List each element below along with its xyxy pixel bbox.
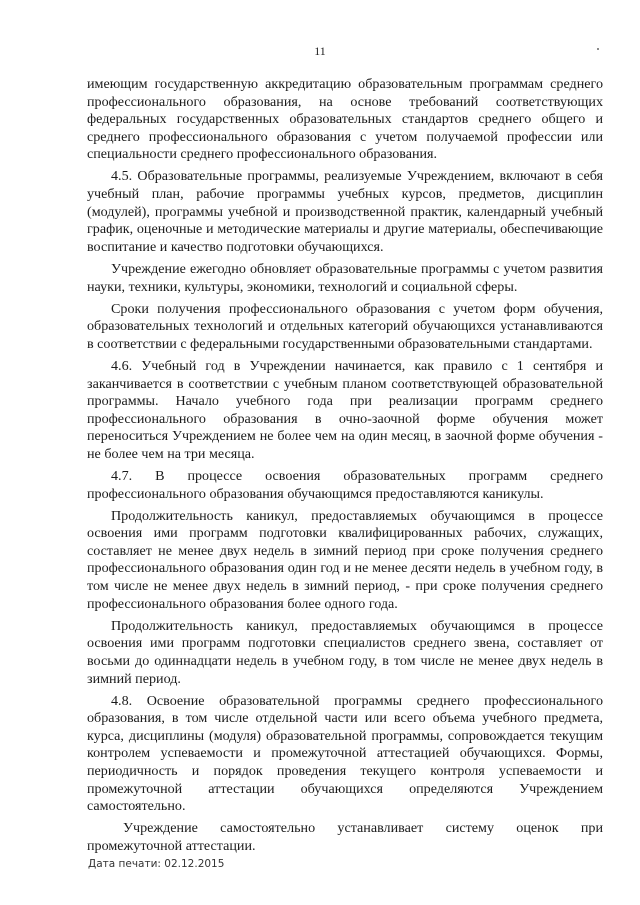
document-body [87, 76, 603, 860]
paragraph-4-5: 4.5. Образовательные программы, реализуемые Учреждением, включают в себя учебный план, рабочие программы учебных курсов, предметов, дисциплин (модулей), программы учебной и производственной практик, календарный учебный график, оценочные и методические материалы и другие материалы, обеспечивающие воспитание и качество подготовки обучающихся. [87, 168, 603, 255]
paragraph-grading-system: Учреждение самостоятельно устанавливает систему оценок при промежуточной аттестации. [87, 820, 603, 854]
paragraph-holidays-specialists: Продолжительность каникул, предоставляемых обучающимся в процессе освоения ими программ подготовки специалистов среднего звена, составляет от восьми до одиннадцати недель в учебном году, в том числе не менее двух недель в зимний период. [87, 617, 603, 687]
paragraph-4-8: 4.8. Освоение образовательной программы среднего профессионального образования, в том числе отдельной части или всего объема учебного предмета, курса, дисциплины (модуля) образовательной программы, сопровождается текущим контролем успеваемости и промежуточной аттестацией обучающихся. Формы, периодичность и порядок проведения текущего контроля успеваемости и промежуточной аттестации обучающихся определяются Учреждением самостоятельно. [87, 692, 603, 815]
paragraph-annual-update: Учреждение ежегодно обновляет образовательные программы с учетом развития науки, техники, культуры, экономики, технологий и социальной сферы. [87, 260, 603, 295]
paragraph-4-7: 4.7. В процессе освоения образовательных программ среднего профессионального образования обучающимся предоставляются каникулы. [87, 467, 603, 502]
paragraph-study-terms: Сроки получения профессионального образования с учетом форм обучения, образовательных технологий и отдельных категорий обучающихся устанавливаются в соответствии с федеральными государственными образовательными стандартами. [87, 300, 603, 352]
page-number: 11 [314, 44, 326, 58]
scan-dot [597, 48, 599, 50]
print-date: Дата печати: 02.12.2015 [88, 858, 225, 870]
paragraph-holidays-workers: Продолжительность каникул, предоставляемых обучающимся в процессе освоения ими программ подготовки квалифицированных рабочих, служащих, составляет не менее двух недель в зимний период при сроке получения среднего профессионального образования один год и не менее десяти недель в учебном году, в том числе не менее двух недель в зимний период, - при сроке получения среднего профессионального образования более одного года. [87, 507, 603, 612]
paragraph-continuation: имеющим государственную аккредитацию образовательным программам среднего профессионального образования, на основе требований соответствующих федеральных государственных образовательных стандартов среднего общего и среднего профессионального образования с учетом получаемой профессии или специальности среднего профессионального образования. [87, 76, 603, 163]
paragraph-4-6: 4.6. Учебный год в Учреждении начинается, как правило с 1 сентября и заканчивается в соответствии с учебным планом соответствующей образовательной программы. Начало учебного года при реализации программ среднего профессионального образования в очно-заочной форме обучения может переноситься Учреждением не более чем на один месяц, в заочной форме обучения - не более чем на три месяца. [87, 357, 603, 462]
